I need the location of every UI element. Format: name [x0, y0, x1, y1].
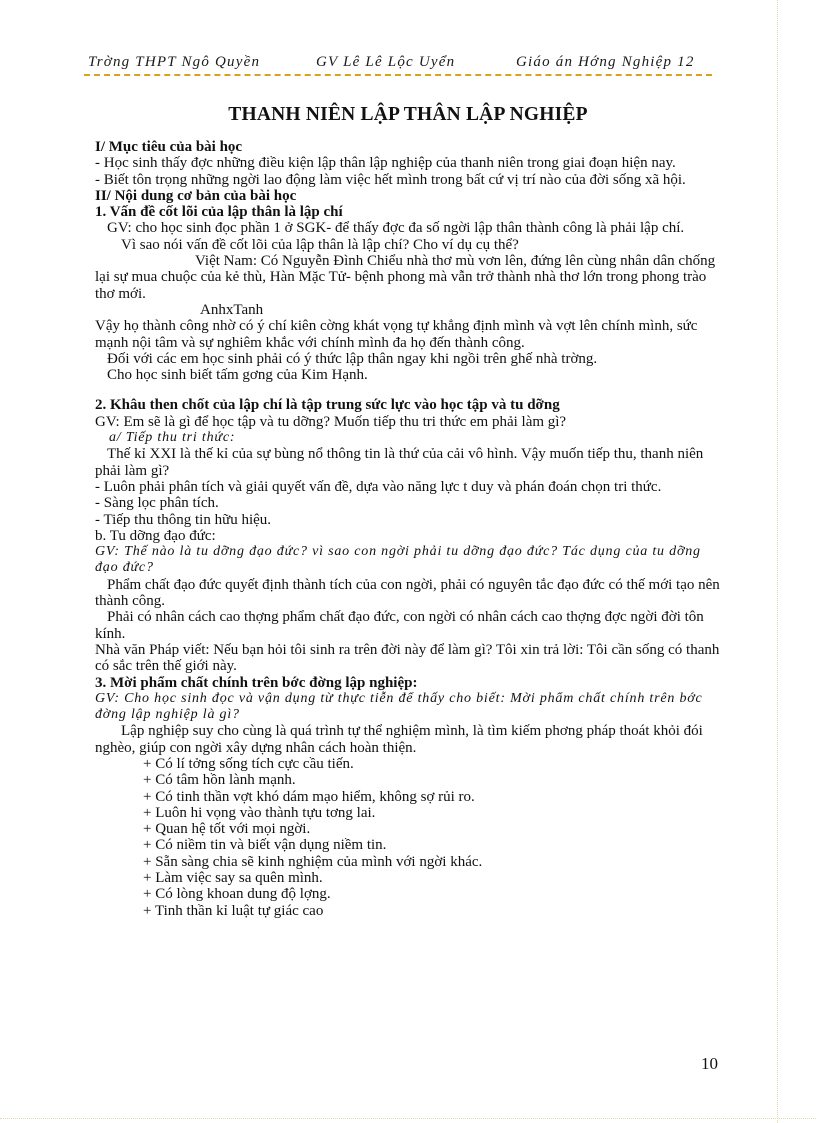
part2-a2: - Luôn phải phân tích và giải quyết vấn đề, dựa vào năng lực t duy và phán đoán chọn tri thức.: [95, 478, 662, 495]
list-item: + Luôn hi vọng vào thành tựu tơng lai.: [143, 804, 376, 821]
page-header: [88, 54, 708, 76]
section2-heading: II/ Nội dung cơ bản của bài học: [95, 187, 297, 204]
page-number: 10: [701, 1054, 718, 1073]
part1-p3: Việt Nam: Có Nguyễn Đình Chiểu nhà thơ mù vơn lên, đứng lên cùng nhân dân chống lại sự mua chuộc của kẻ thù, Hàn Mặc Tử- bệnh phong mà vẫn trở thành nhà thơ lớn trong phong trào thơ mới.: [95, 253, 716, 302]
document-body: [95, 139, 727, 919]
section1-line-1: - Học sinh thấy đợc những điều kiện lập thân lập nghiệp của thanh niên trong giai đoạn hiện nay.: [95, 155, 676, 172]
part1-p1: GV: cho học sinh đọc phần 1 ở SGK- để thấy đợc đa số ngời lập thân thành công là phải lập chí.: [107, 220, 685, 237]
section1-line-2: - Biết tôn trọng những ngời lao động làm việc hết mình trong bất cứ vị trí nào của đời sống xã hội.: [95, 171, 686, 188]
header-school: Trờng THPT Ngô Quyền: [88, 54, 261, 70]
part2-sub-a: a/ Tiếp thu tri thức:: [109, 430, 236, 446]
list-item: + Làm việc say sa quên mình.: [143, 870, 323, 887]
part3-p1: Lập nghiệp suy cho cùng là quá trình tự thể nghiệm mình, là tìm kiếm phơng pháp thoát khỏi đói nghèo, giúp con ngời xây dựng nhân cách hoàn thiện.: [95, 723, 703, 756]
page-edge-bottom: [0, 1118, 816, 1119]
list-item: + Có tâm hồn lành mạnh.: [143, 772, 296, 789]
part3-heading: 3. Mời phẩm chất chính trên bớc đờng lập nghiệp:: [95, 674, 418, 691]
part1-p2: Vì sao nói vấn đề cốt lõi của lập thân là lập chí? Cho ví dụ cụ thể?: [121, 236, 519, 253]
list-item: + Có tinh thần vợt khó dám mạo hiểm, không sợ rủi ro.: [143, 788, 475, 805]
part2-b2: Phải có nhân cách cao thợng phẩm chất đạo đức, con ngời có nhân cách cao thợng đợc ngời đời tôn kính.: [95, 609, 704, 642]
part2-b1: Phẩm chất đạo đức quyết định thành tích của con ngời, phải có nguyên tắc đạo đức có thế mới tạo nên thành công.: [95, 576, 720, 610]
part2-heading: 2. Khâu then chốt của lập chí là tập trung sức lực vào học tập và tu dỡng: [95, 397, 560, 414]
part2-a4: - Tiếp thu thông tin hữu hiệu.: [95, 511, 272, 528]
part2-b-question: GV: Thế nào là tu dỡng đạo đức? vì sao con ngời phải tu dỡng đạo đức? Tác dụng của tu dỡng đạo đức?: [95, 544, 701, 576]
header-subject: Giáo án Hớng Nghiệp 12: [516, 54, 695, 70]
header-teacher: GV Lê Lê Lộc Uyển: [316, 54, 456, 70]
list-item: + Sẵn sàng chia sẽ kinh nghiệm của mình với ngời khác.: [143, 853, 483, 870]
page-edge-right: [777, 0, 778, 1123]
part2-a1: Thế kỉ XXI là thế kỉ của sự bùng nổ thông tin là thứ của cải vô hình. Vậy muốn tiếp thu, thanh niên phải làm gì?: [95, 446, 704, 479]
list-item: + Tinh thần kỉ luật tự giác cao: [143, 902, 324, 919]
part1-heading: 1. Vấn đề cốt lõi của lập thân là lập chí: [95, 204, 343, 221]
part3-question: GV: Cho học sinh đọc và vận dụng từ thực tiễn để thấy cho biết: Mời phẩm chất chính trên bớc đờng lập nghiệp là gì?: [95, 690, 703, 723]
part1-p6: Đối với các em học sinh phải có ý thức lập thân ngay khi ngồi trên ghế nhà trờng.: [107, 350, 598, 367]
header-divider: [84, 74, 712, 76]
page-title: THANH NIÊN LẬP THÂN LẬP NGHIỆP: [228, 104, 588, 125]
list-item: + Có lòng khoan dung độ lợng.: [143, 886, 331, 903]
list-item: + Có lí tởng sống tích cực cầu tiến.: [143, 755, 354, 772]
qualities-list: [95, 756, 727, 919]
section1-heading: I/ Mục tiêu của bài học: [95, 139, 243, 155]
part2-a3: - Sàng lọc phân tích.: [95, 495, 219, 512]
list-item: + Có niềm tin và biết vận dụng niềm tin.: [143, 837, 387, 854]
part2-sub-b: b. Tu dỡng đạo đức:: [95, 527, 216, 544]
list-item: + Quan hệ tốt với mọi ngời.: [143, 821, 311, 838]
part1-p5: Vậy họ thành công nhờ có ý chí kiên cờng khát vọng tự khẳng định mình và vợt lên chính mình, sức mạnh nội tâm và sự nghiêm khắc với chính mình đa họ đến thành công.: [95, 318, 698, 351]
part1-p7: Cho học sinh biết tấm gơng của Kim Hạnh.: [107, 367, 368, 384]
part1-p4: AnhxTanh: [200, 301, 264, 318]
part2-b3: Nhà văn Pháp viết: Nếu bạn hỏi tôi sinh ra trên đời này để làm gì? Tôi xin trả lời: Tôi cần sống có thanh có sắc trên thế giới này.: [95, 641, 720, 675]
part2-question: GV: Em sẽ là gì để học tập và tu dỡng? Muốn tiếp thu tri thức em phải làm gì?: [95, 413, 567, 430]
